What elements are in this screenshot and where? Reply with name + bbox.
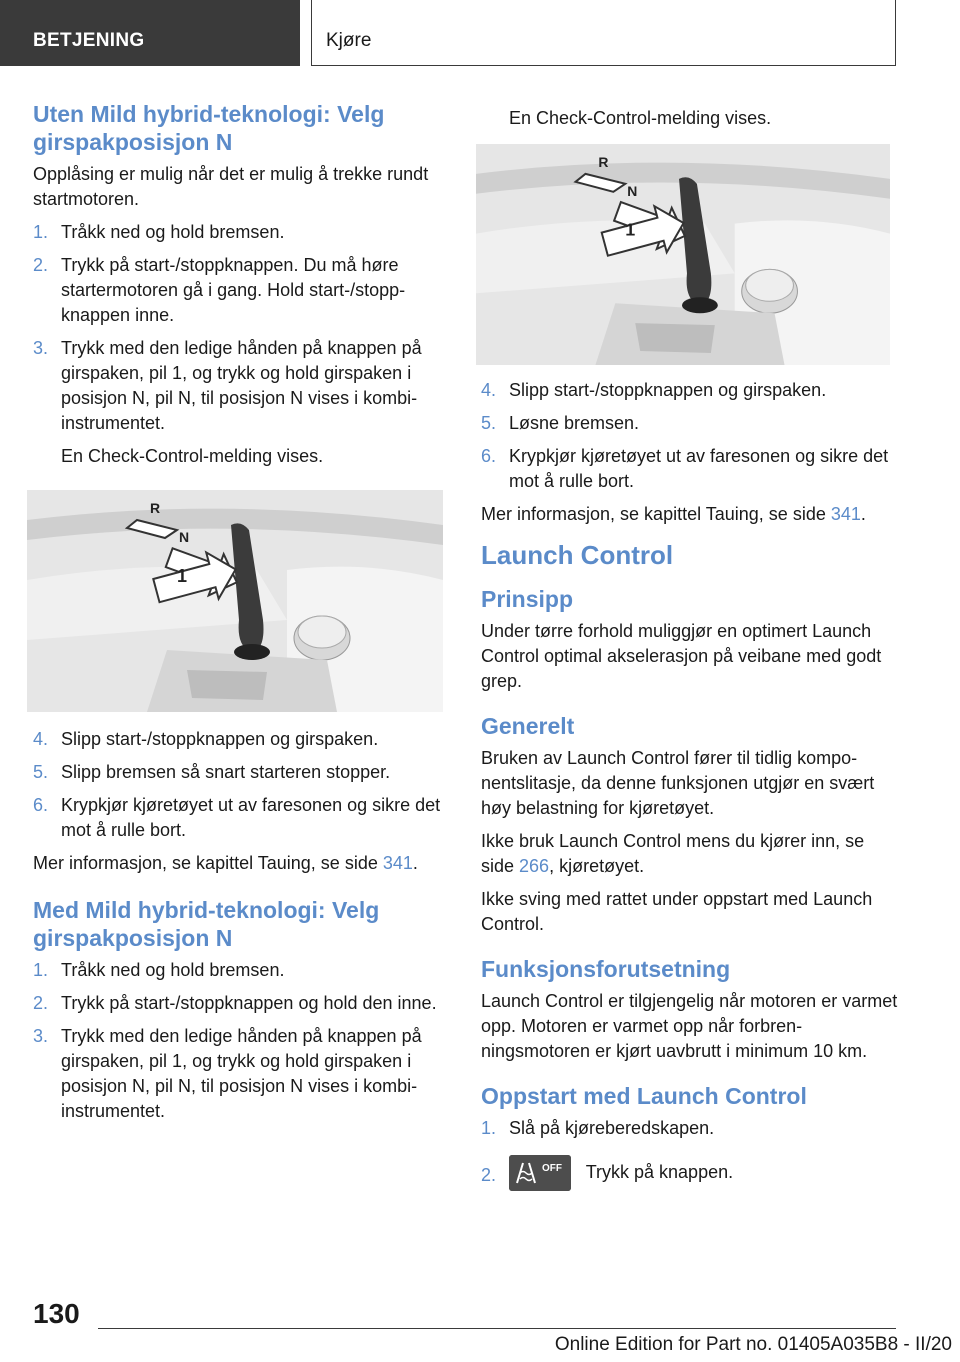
- list-item: [33, 793, 445, 843]
- heading-generelt: Generelt: [481, 713, 575, 739]
- step-number: 6.: [481, 446, 497, 466]
- left-column: [33, 100, 445, 477]
- list-item: [33, 1024, 445, 1124]
- generelt-p2-end: , kjøretøyet.: [549, 856, 645, 876]
- label-1: 1: [177, 566, 188, 586]
- list-item: [481, 1116, 901, 1141]
- step-number: 1.: [33, 960, 49, 980]
- label-n-right: N: [627, 182, 638, 199]
- step-number: 4.: [481, 380, 497, 400]
- more-info-text: Mer informasjon, se kapittel Tauing, se side: [33, 853, 383, 873]
- label-r: R: [150, 500, 161, 516]
- heading-funksjonsforutsetning: Funksjonsforutsetning: [481, 956, 731, 982]
- step-number: 3.: [33, 338, 49, 358]
- steps-list-c: [33, 958, 445, 1124]
- step-text: Slå på kjøreberedskapen.: [509, 1118, 715, 1138]
- footer-divider: [98, 1328, 896, 1329]
- steps-list-a: [33, 220, 445, 436]
- list-item: [33, 760, 445, 785]
- prinsipp-text: Under tørre forhold muliggjør en optimert Launch Control optimal akselerasjon på veibane med godt grep.: [481, 621, 882, 691]
- left-column-lower: [33, 727, 445, 1132]
- launch-control-off-icon: [509, 1155, 571, 1191]
- step-number: 2.: [33, 255, 49, 275]
- funk-text: Launch Control er tilgjengelig når motoren er varmet opp. Motoren er varmet opp når forbren-ningsmotoren er kjørt uavbrutt i minimum 10 km.: [481, 991, 898, 1061]
- generelt-p2: [481, 829, 901, 879]
- generelt-p1: Bruken av Launch Control fører til tidlig kompo-nentslitasje, da denne funksjonen utgjør en svært høy belastning for kjøretøyet.: [481, 748, 875, 818]
- right-column-top: [481, 106, 901, 139]
- generelt-p2-text: Ikke bruk Launch Control mens du kjører inn, se side: [481, 831, 865, 876]
- right-column-main: [481, 378, 901, 1199]
- chapter-tab: Kjøre: [311, 0, 896, 66]
- step-number: 4.: [33, 729, 49, 749]
- heading-med-mild-hybrid: Med Mild hybrid-teknologi: Velg girspakposisjon N: [33, 897, 380, 951]
- step-text: Trykk på knappen.: [585, 1161, 734, 1182]
- heading-oppstart: Oppstart med Launch Control: [481, 1083, 807, 1109]
- step-text: Krypkjør kjøretøyet ut av faresonen og sikre det mot å rulle bort.: [61, 795, 441, 840]
- steps-list-d: [481, 378, 901, 494]
- steps-list-e: [481, 1116, 901, 1191]
- list-item: [33, 336, 445, 436]
- more-info-end-right: .: [860, 504, 866, 524]
- step-number: 5.: [33, 762, 49, 782]
- off-label: OFF: [542, 1163, 562, 1174]
- list-item: [33, 991, 445, 1016]
- label-1-right: 1: [625, 219, 636, 240]
- list-item: [33, 727, 445, 752]
- heading-launch-control: Launch Control: [481, 540, 674, 570]
- step-text: Slipp bremsen så snart starteren stopper.: [61, 762, 391, 782]
- check-control-note-right: En Check-Control-melding vises.: [509, 108, 772, 128]
- step-text: Tråkk ned og hold bremsen.: [61, 222, 285, 242]
- edition-info: Online Edition for Part no. 01405A035B8 - II/20: [554, 1334, 952, 1355]
- check-control-note: En Check-Control-melding vises.: [61, 446, 324, 466]
- page-link-341[interactable]: 341: [382, 853, 413, 873]
- page-number: 130: [33, 1298, 80, 1329]
- more-info-text-right: Mer informasjon, se kapittel Tauing, se side: [481, 504, 831, 524]
- step-text: Trykk på start-/stoppknappen og hold den inne.: [61, 993, 437, 1013]
- step-number: 2.: [33, 993, 49, 1013]
- step-text: Trykk med den ledige hånden på knappen på girspaken, pil 1, og trykk og hold girspaken i posisjon N, pil N, til posisjon N vises i kombi-instrumentet.: [61, 1026, 422, 1121]
- intro-paragraph: Opplåsing er mulig når det er mulig å trekke rundt startmotoren.: [33, 164, 429, 209]
- page-link-341-right[interactable]: 341: [830, 504, 861, 524]
- step-number: 3.: [33, 1026, 49, 1046]
- heading-prinsipp: Prinsipp: [481, 586, 574, 612]
- generelt-p3: Ikke sving med rattet under oppstart med Launch Control.: [481, 889, 873, 934]
- list-item: [33, 253, 445, 328]
- steps-list-b: [33, 727, 445, 843]
- step-text: Slipp start-/stoppknappen og girspaken.: [61, 729, 379, 749]
- step-number: 5.: [481, 413, 497, 433]
- label-n: N: [179, 529, 190, 545]
- step-number: 6.: [33, 795, 49, 815]
- step-text: Krypkjør kjøretøyet ut av faresonen og sikre det mot å rulle bort.: [509, 446, 889, 491]
- gear-lever-illustration-right: [476, 144, 890, 365]
- list-item: [481, 411, 901, 436]
- step-text: Tråkk ned og hold bremsen.: [61, 960, 285, 980]
- section-tab: BETJENING: [0, 0, 300, 66]
- more-info-left: [33, 851, 445, 876]
- list-item: [481, 444, 901, 494]
- page-link-266[interactable]: 266: [519, 856, 550, 876]
- step-number: 1.: [481, 1118, 497, 1138]
- list-item: [481, 378, 901, 403]
- step-text: Slipp start-/stoppknappen og girspaken.: [509, 380, 827, 400]
- list-item: [33, 958, 445, 983]
- list-item: [481, 1155, 901, 1191]
- label-r-right: R: [598, 153, 609, 170]
- more-info-right: [481, 502, 901, 527]
- list-item: [33, 220, 445, 245]
- gear-lever-illustration: [27, 490, 443, 712]
- heading-uten-mild-hybrid: Uten Mild hybrid-teknologi: Velg girspakposisjon N: [33, 101, 385, 155]
- step-text: Trykk med den ledige hånden på knappen på girspaken, pil 1, og trykk og hold girspaken i posisjon N, pil N, til posisjon N vises i kombi-instrumentet.: [61, 338, 422, 433]
- step-number: 2.: [481, 1165, 497, 1185]
- step-text: Trykk på start-/stoppknappen. Du må høre startermotoren gå i gang. Hold start-/stopp-knappen inne.: [61, 255, 406, 325]
- step-number: 1.: [33, 222, 49, 242]
- more-info-end: .: [412, 853, 418, 873]
- step-text: Løsne bremsen.: [509, 413, 640, 433]
